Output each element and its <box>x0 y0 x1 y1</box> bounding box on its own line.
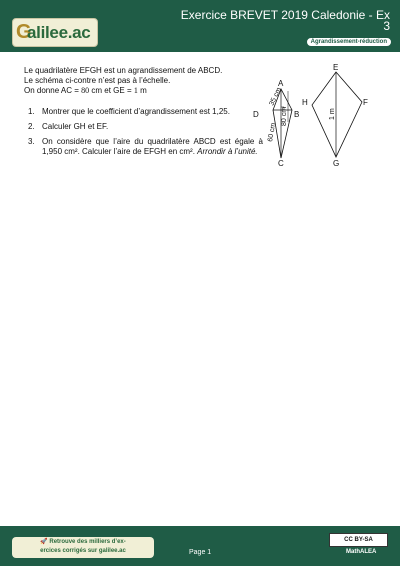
label-a: A <box>278 79 284 88</box>
intro-text: cm et GE = <box>89 86 134 95</box>
question-number: 3. <box>28 137 35 146</box>
brand-label: MathALEA <box>346 549 377 555</box>
label-c: C <box>278 159 284 168</box>
label-f: F <box>363 98 368 107</box>
intro-line-1: Le quadrilatère EFGH est un agrandissement de ABCD. <box>24 66 223 75</box>
intro-text: m <box>137 86 147 95</box>
label-g: G <box>333 159 340 168</box>
logo-letter: G <box>16 21 32 43</box>
intro-line-3 <box>24 86 264 96</box>
length-eg: 1 m <box>329 108 336 120</box>
question-item <box>28 122 263 132</box>
page-number: Page 1 <box>189 549 212 556</box>
intro-text: On donne AC = <box>24 86 82 95</box>
question-item <box>28 107 263 117</box>
title-line-1: Exercice BREVET 2019 Caledonie - Ex <box>180 8 390 22</box>
topic-badge: Agrandissement-réduction <box>306 37 392 47</box>
label-d: D <box>253 110 259 119</box>
question-number: 1. <box>28 107 35 116</box>
intro-line-2: Le schéma ci-contre n’est pas à l’échelle. <box>24 76 171 85</box>
ac-value: 80 <box>81 86 90 95</box>
question-list <box>28 107 263 162</box>
promo-link[interactable] <box>12 537 154 558</box>
page-title <box>90 10 390 32</box>
question-number: 2. <box>28 122 35 131</box>
kite-figure <box>250 62 380 172</box>
promo-line-1: 🚀 Retrouve des milliers d’ex- <box>40 539 126 545</box>
license-badge[interactable]: CC BY-SA <box>329 533 388 547</box>
promo-line-2: ercices corrigés sur galilee.ac <box>40 548 126 554</box>
length-ac: 80 cm <box>281 106 288 126</box>
exercise-intro <box>24 66 264 96</box>
logo-text: alilee.ac <box>27 23 91 42</box>
question-hint: Arrondir à l’unité. <box>197 147 258 156</box>
question-text: Calculer GH et EF. <box>42 122 109 131</box>
kite-efgh <box>312 72 362 157</box>
title-line-2: 3 <box>383 19 390 33</box>
length-dc: 60 cm <box>267 122 278 143</box>
galilee-logo[interactable] <box>12 18 98 47</box>
question-item <box>28 137 263 157</box>
label-e: E <box>333 63 339 72</box>
length-ad: 35 cm <box>268 86 283 107</box>
ge-value: 1 <box>133 86 138 95</box>
question-text: On considère que l’aire du quadrilatère ABCD est égale à 1,950 cm². Calculer l’aire de EFGH en cm². <box>42 137 263 156</box>
label-b: B <box>294 110 300 119</box>
question-text: Montrer que le coefficient d’agrandissement est 1,25. <box>42 107 230 116</box>
label-h: H <box>302 98 308 107</box>
